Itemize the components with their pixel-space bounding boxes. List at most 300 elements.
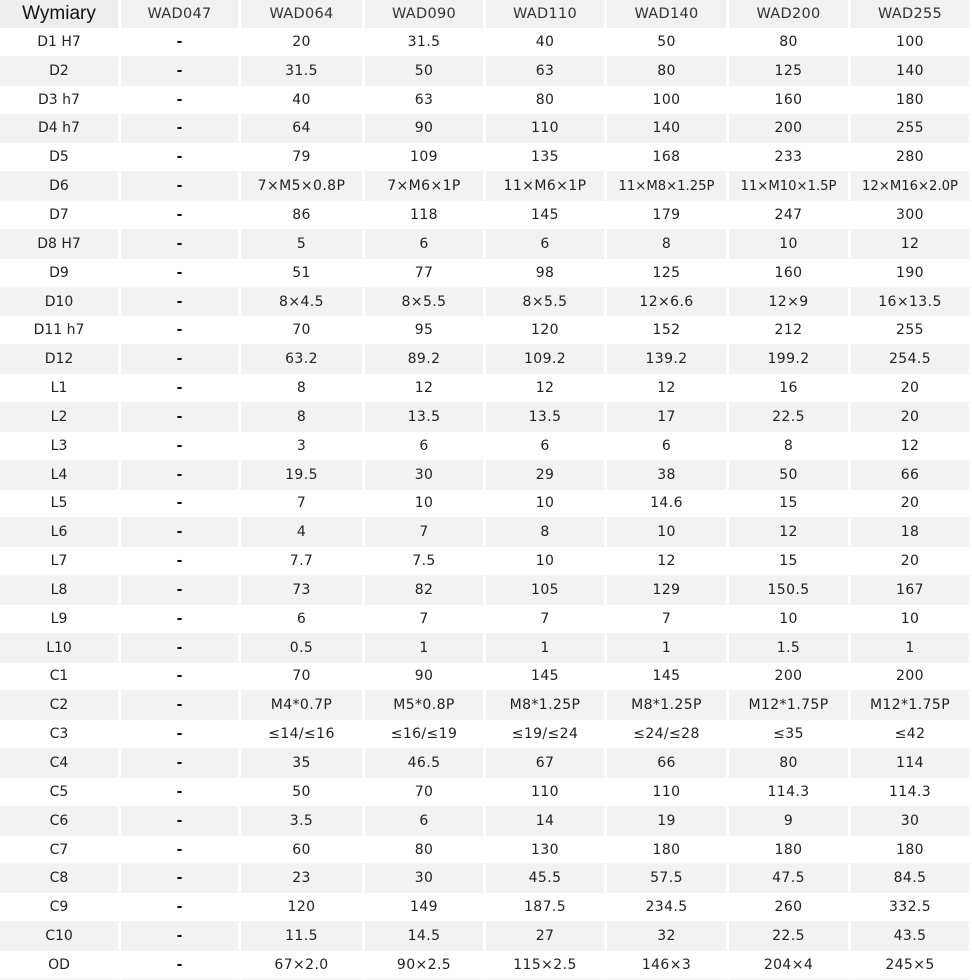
table-cell: 12: [729, 518, 851, 547]
table-cell: 67: [486, 749, 607, 778]
table-cell: -: [121, 403, 241, 432]
table-cell: -: [121, 547, 241, 576]
row-label: C5: [0, 778, 121, 807]
table-cell: 146×3: [607, 951, 729, 980]
table-cell: 140: [851, 57, 972, 86]
table-cell: 45.5: [486, 864, 607, 893]
column-header: WAD090: [365, 0, 486, 28]
table-cell: 30: [365, 864, 486, 893]
table-cell: 14.6: [607, 490, 729, 519]
table-cell: 7.7: [241, 547, 365, 576]
table-cell: 8: [241, 403, 365, 432]
table-cell: 120: [241, 893, 365, 922]
row-label: C9: [0, 893, 121, 922]
table-cell: 23: [241, 864, 365, 893]
table-cell: 100: [851, 28, 972, 57]
table-row: [0, 316, 972, 345]
table-cell: 200: [851, 663, 972, 692]
table-cell: 0.5: [241, 634, 365, 663]
table-cell: 114: [851, 749, 972, 778]
table-row: [0, 201, 972, 230]
table-cell: -: [121, 230, 241, 259]
row-label: D8 H7: [0, 230, 121, 259]
table-cell: 95: [365, 316, 486, 345]
row-label: C7: [0, 836, 121, 865]
table-row: [0, 57, 972, 86]
table-cell: -: [121, 143, 241, 172]
row-label: D5: [0, 143, 121, 172]
table-cell: 20: [851, 490, 972, 519]
table-cell: 245×5: [851, 951, 972, 980]
table-cell: 160: [729, 86, 851, 115]
table-cell: 120: [486, 316, 607, 345]
table-row: [0, 432, 972, 461]
row-label: L3: [0, 432, 121, 461]
table-cell: 6: [486, 230, 607, 259]
table-cell: 10: [851, 605, 972, 634]
table-cell: 115×2.5: [486, 951, 607, 980]
table-cell: 12: [607, 374, 729, 403]
table-cell: 22.5: [729, 922, 851, 951]
row-label: D7: [0, 201, 121, 230]
table-cell: 10: [607, 518, 729, 547]
table-cell: 1: [607, 634, 729, 663]
table-cell: -: [121, 172, 241, 201]
table-cell: 38: [607, 461, 729, 490]
table-cell: 199.2: [729, 345, 851, 374]
row-label: D10: [0, 288, 121, 317]
table-row: [0, 28, 972, 57]
table-cell: 110: [486, 778, 607, 807]
table-cell: -: [121, 374, 241, 403]
table-row: [0, 778, 972, 807]
table-cell: 12×9: [729, 288, 851, 317]
table-cell: 50: [607, 28, 729, 57]
table-cell: 80: [607, 57, 729, 86]
row-label: C4: [0, 749, 121, 778]
table-cell: -: [121, 490, 241, 519]
table-cell: 11×M8×1.25P: [607, 172, 729, 201]
column-header: WAD110: [486, 0, 607, 28]
table-row: [0, 951, 972, 980]
table-cell: 10: [729, 230, 851, 259]
row-label: C1: [0, 663, 121, 692]
table-cell: 160: [729, 259, 851, 288]
table-cell: 1: [486, 634, 607, 663]
table-cell: 180: [851, 86, 972, 115]
table-cell: -: [121, 691, 241, 720]
table-cell: 8×5.5: [365, 288, 486, 317]
table-cell: 16: [729, 374, 851, 403]
table-cell: 145: [486, 201, 607, 230]
table-cell: -: [121, 28, 241, 57]
table-cell: -: [121, 807, 241, 836]
table-row: [0, 864, 972, 893]
table-cell: M12*1.75P: [729, 691, 851, 720]
table-cell: 12: [851, 432, 972, 461]
table-cell: 89.2: [365, 345, 486, 374]
table-cell: 15: [729, 547, 851, 576]
table-cell: 6: [486, 432, 607, 461]
table-cell: -: [121, 663, 241, 692]
table-cell: 204×4: [729, 951, 851, 980]
table-row: [0, 288, 972, 317]
corner-header: Wymiary: [0, 0, 121, 28]
table-cell: 255: [851, 115, 972, 144]
table-cell: 70: [241, 316, 365, 345]
table-cell: 7: [241, 490, 365, 519]
table-cell: 254.5: [851, 345, 972, 374]
row-label: D9: [0, 259, 121, 288]
table-cell: 179: [607, 201, 729, 230]
table-cell: -: [121, 345, 241, 374]
table-cell: 110: [486, 115, 607, 144]
table-cell: 3: [241, 432, 365, 461]
table-cell: 57.5: [607, 864, 729, 893]
table-row: [0, 115, 972, 144]
table-cell: 114.3: [851, 778, 972, 807]
row-label: D4 h7: [0, 115, 121, 144]
table-cell: 234.5: [607, 893, 729, 922]
table-cell: 29: [486, 461, 607, 490]
table-cell: 247: [729, 201, 851, 230]
row-label: L6: [0, 518, 121, 547]
table-cell: 15: [729, 490, 851, 519]
table-cell: 114.3: [729, 778, 851, 807]
table-cell: 17: [607, 403, 729, 432]
table-cell: 63: [486, 57, 607, 86]
table-cell: 70: [365, 778, 486, 807]
row-label: L8: [0, 576, 121, 605]
table-cell: 12: [365, 374, 486, 403]
table-cell: 11.5: [241, 922, 365, 951]
table-cell: 20: [241, 28, 365, 57]
table-cell: M4*0.7P: [241, 691, 365, 720]
table-cell: 14.5: [365, 922, 486, 951]
table-cell: 90×2.5: [365, 951, 486, 980]
row-label: D1 H7: [0, 28, 121, 57]
table-body: [0, 28, 972, 980]
table-row: [0, 230, 972, 259]
table-row: [0, 461, 972, 490]
table-cell: -: [121, 201, 241, 230]
table-cell: 35: [241, 749, 365, 778]
column-header: WAD255: [851, 0, 972, 28]
table-cell: 7×M6×1P: [365, 172, 486, 201]
row-label: L10: [0, 634, 121, 663]
table-cell: 12: [607, 547, 729, 576]
table-cell: 73: [241, 576, 365, 605]
table-row: [0, 749, 972, 778]
table-cell: 10: [365, 490, 486, 519]
table-row: [0, 922, 972, 951]
table-row: [0, 490, 972, 519]
table-row: [0, 691, 972, 720]
table-cell: 8: [486, 518, 607, 547]
table-cell: -: [121, 115, 241, 144]
column-header: WAD047: [121, 0, 241, 28]
table-cell: 20: [851, 547, 972, 576]
table-cell: M8*1.25P: [486, 691, 607, 720]
table-cell: 10: [486, 490, 607, 519]
table-cell: -: [121, 720, 241, 749]
table-cell: 135: [486, 143, 607, 172]
table-cell: 180: [851, 836, 972, 865]
table-cell: 7: [365, 518, 486, 547]
table-cell: 13.5: [365, 403, 486, 432]
table-cell: 12: [486, 374, 607, 403]
table-cell: 332.5: [851, 893, 972, 922]
table-cell: 1: [365, 634, 486, 663]
table-cell: 187.5: [486, 893, 607, 922]
row-label: D2: [0, 57, 121, 86]
table-row: [0, 403, 972, 432]
table-cell: 12: [851, 230, 972, 259]
row-label: L9: [0, 605, 121, 634]
table-cell: 167: [851, 576, 972, 605]
table-cell: 7: [607, 605, 729, 634]
table-row: [0, 374, 972, 403]
table-cell: 80: [729, 28, 851, 57]
row-label: L1: [0, 374, 121, 403]
table-cell: 43.5: [851, 922, 972, 951]
table-cell: 180: [729, 836, 851, 865]
table-cell: 168: [607, 143, 729, 172]
table-cell: 40: [241, 86, 365, 115]
row-label: C3: [0, 720, 121, 749]
table-row: [0, 836, 972, 865]
table-cell: -: [121, 864, 241, 893]
table-cell: 66: [607, 749, 729, 778]
table-cell: 20: [851, 403, 972, 432]
table-row: [0, 576, 972, 605]
table-row: [0, 143, 972, 172]
table-cell: 22.5: [729, 403, 851, 432]
table-cell: 32: [607, 922, 729, 951]
table-cell: 16×13.5: [851, 288, 972, 317]
table-cell: 80: [365, 836, 486, 865]
table-cell: 200: [729, 663, 851, 692]
row-label: L5: [0, 490, 121, 519]
table-cell: 67×2.0: [241, 951, 365, 980]
table-cell: 50: [729, 461, 851, 490]
row-label: L2: [0, 403, 121, 432]
table-cell: 145: [607, 663, 729, 692]
table-cell: 80: [486, 86, 607, 115]
table-cell: 30: [851, 807, 972, 836]
table-cell: 125: [607, 259, 729, 288]
table-cell: 212: [729, 316, 851, 345]
table-cell: 1.5: [729, 634, 851, 663]
table-cell: -: [121, 288, 241, 317]
table-cell: 86: [241, 201, 365, 230]
table-row: [0, 518, 972, 547]
table-cell: 46.5: [365, 749, 486, 778]
table-row: [0, 86, 972, 115]
table-cell: 10: [729, 605, 851, 634]
table-row: [0, 720, 972, 749]
table-cell: -: [121, 461, 241, 490]
table-cell: -: [121, 634, 241, 663]
table-cell: 129: [607, 576, 729, 605]
table-cell: 90: [365, 115, 486, 144]
table-cell: 109: [365, 143, 486, 172]
table-cell: 7: [486, 605, 607, 634]
row-label: OD: [0, 951, 121, 980]
table-row: [0, 259, 972, 288]
row-label: D12: [0, 345, 121, 374]
table-cell: 105: [486, 576, 607, 605]
table-cell: 118: [365, 201, 486, 230]
table-cell: 40: [486, 28, 607, 57]
table-cell: 18: [851, 518, 972, 547]
table-cell: -: [121, 749, 241, 778]
table-cell: ≤35: [729, 720, 851, 749]
table-cell: 30: [365, 461, 486, 490]
table-cell: 110: [607, 778, 729, 807]
table-row: [0, 634, 972, 663]
table-cell: 90: [365, 663, 486, 692]
table-cell: -: [121, 316, 241, 345]
table-cell: 145: [486, 663, 607, 692]
table-cell: 63: [365, 86, 486, 115]
table-cell: 200: [729, 115, 851, 144]
table-cell: M12*1.75P: [851, 691, 972, 720]
row-label: C2: [0, 691, 121, 720]
table-cell: 100: [607, 86, 729, 115]
table-cell: 19.5: [241, 461, 365, 490]
table-row: [0, 893, 972, 922]
table-cell: -: [121, 86, 241, 115]
table-cell: -: [121, 893, 241, 922]
table-cell: -: [121, 922, 241, 951]
column-header: WAD140: [607, 0, 729, 28]
table-cell: 233: [729, 143, 851, 172]
table-cell: 280: [851, 143, 972, 172]
table-cell: 8: [729, 432, 851, 461]
table-cell: ≤42: [851, 720, 972, 749]
table-cell: 152: [607, 316, 729, 345]
table-cell: 7.5: [365, 547, 486, 576]
column-header: WAD200: [729, 0, 851, 28]
table-cell: 8×4.5: [241, 288, 365, 317]
table-cell: -: [121, 836, 241, 865]
table-cell: 12×6.6: [607, 288, 729, 317]
table-cell: 77: [365, 259, 486, 288]
table-cell: 63.2: [241, 345, 365, 374]
table-cell: 150.5: [729, 576, 851, 605]
header-row: [0, 0, 972, 28]
table-cell: -: [121, 778, 241, 807]
table-cell: 50: [365, 57, 486, 86]
table-cell: 27: [486, 922, 607, 951]
table-cell: 4: [241, 518, 365, 547]
table-cell: 79: [241, 143, 365, 172]
table-cell: 8: [607, 230, 729, 259]
table-cell: 70: [241, 663, 365, 692]
column-header: WAD064: [241, 0, 365, 28]
table-cell: 13.5: [486, 403, 607, 432]
table-cell: 82: [365, 576, 486, 605]
row-label: L7: [0, 547, 121, 576]
table-cell: 180: [607, 836, 729, 865]
table-row: [0, 663, 972, 692]
table-cell: 139.2: [607, 345, 729, 374]
table-cell: 9: [729, 807, 851, 836]
table-cell: 7×M5×0.8P: [241, 172, 365, 201]
table-row: [0, 345, 972, 374]
table-cell: 98: [486, 259, 607, 288]
table-cell: 31.5: [241, 57, 365, 86]
table-row: [0, 807, 972, 836]
table-cell: ≤14/≤16: [241, 720, 365, 749]
table-cell: 300: [851, 201, 972, 230]
table-cell: 80: [729, 749, 851, 778]
table-cell: 140: [607, 115, 729, 144]
table-cell: 6: [365, 230, 486, 259]
table-cell: 60: [241, 836, 365, 865]
table-row: [0, 172, 972, 201]
table-cell: 6: [365, 432, 486, 461]
row-label: C8: [0, 864, 121, 893]
table-cell: ≤16/≤19: [365, 720, 486, 749]
table-row: [0, 547, 972, 576]
table-cell: -: [121, 259, 241, 288]
table-cell: M8*1.25P: [607, 691, 729, 720]
table-cell: 8: [241, 374, 365, 403]
table-cell: 10: [486, 547, 607, 576]
row-label: C6: [0, 807, 121, 836]
table-cell: 3.5: [241, 807, 365, 836]
table-cell: 12×M16×2.0P: [851, 172, 972, 201]
table-cell: 260: [729, 893, 851, 922]
table-cell: 31.5: [365, 28, 486, 57]
table-cell: 14: [486, 807, 607, 836]
table-cell: 51: [241, 259, 365, 288]
row-label: C10: [0, 922, 121, 951]
table-cell: 7: [365, 605, 486, 634]
table-cell: -: [121, 57, 241, 86]
table-cell: 5: [241, 230, 365, 259]
table-row: [0, 605, 972, 634]
table-cell: -: [121, 951, 241, 980]
table-cell: 130: [486, 836, 607, 865]
table-cell: 149: [365, 893, 486, 922]
table-cell: -: [121, 605, 241, 634]
table-cell: 84.5: [851, 864, 972, 893]
table-cell: M5*0.8P: [365, 691, 486, 720]
row-label: D3 h7: [0, 86, 121, 115]
table-cell: 125: [729, 57, 851, 86]
table-cell: 6: [365, 807, 486, 836]
row-label: L4: [0, 461, 121, 490]
row-label: D6: [0, 172, 121, 201]
table-cell: 11×M10×1.5P: [729, 172, 851, 201]
table-cell: 6: [607, 432, 729, 461]
table-cell: 66: [851, 461, 972, 490]
table-cell: -: [121, 518, 241, 547]
table-cell: 20: [851, 374, 972, 403]
table-cell: ≤19/≤24: [486, 720, 607, 749]
table-cell: 47.5: [729, 864, 851, 893]
table-cell: 109.2: [486, 345, 607, 374]
row-label: D11 h7: [0, 316, 121, 345]
table-cell: 11×M6×1P: [486, 172, 607, 201]
table-cell: 255: [851, 316, 972, 345]
table-cell: -: [121, 576, 241, 605]
table-cell: 8×5.5: [486, 288, 607, 317]
table-cell: 64: [241, 115, 365, 144]
